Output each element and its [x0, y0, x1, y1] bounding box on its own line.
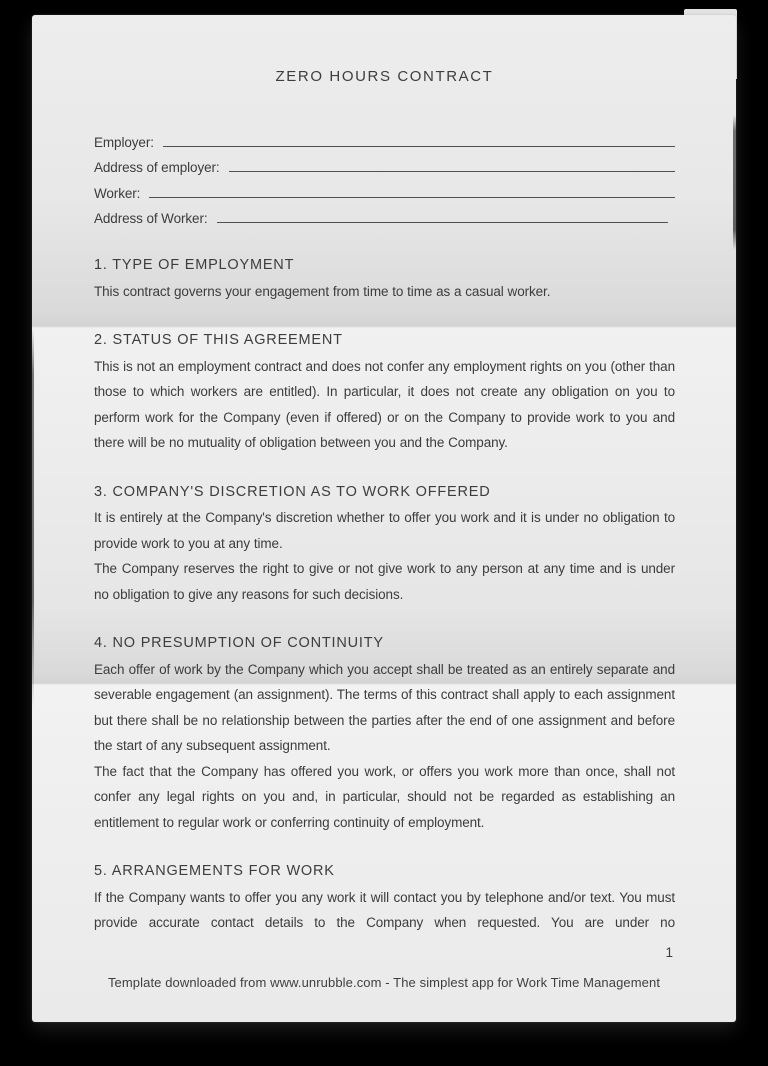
- field-row-employer-address: [94, 153, 675, 179]
- field-underline-employer-address: [229, 171, 675, 172]
- field-row-worker-address: [94, 204, 675, 230]
- field-underline-worker-address: [217, 222, 669, 223]
- field-label-employer-address: Address of employer:: [94, 160, 220, 175]
- section-paragraph: Each offer of work by the Company which you accept shall be treated as an entirely separate and severable engagement (an assignment). The terms of this contract shall apply to each assignment but there shall be no relationship between the parties after the end of one assignment and before the start of any subsequent assignment.: [94, 661, 675, 753]
- section-heading: 1. TYPE OF EMPLOYMENT: [94, 257, 295, 273]
- section-heading: 4. NO PRESUMPTION OF CONTINUITY: [94, 635, 384, 651]
- section-heading: 5. ARRANGEMENTS FOR WORK: [94, 863, 335, 879]
- section-paragraph: This contract governs your engagement from time to time as a casual worker.: [94, 283, 551, 299]
- section-type-of-employment: [94, 253, 675, 304]
- field-row-worker: [94, 178, 675, 204]
- right-edge-shadow: [733, 115, 736, 250]
- contract-page: [32, 15, 736, 1022]
- section-heading: 2. STATUS OF THIS AGREEMENT: [94, 332, 343, 348]
- party-details-form: [94, 127, 675, 229]
- field-underline-worker: [149, 197, 675, 198]
- left-fold-shadow: [32, 328, 34, 708]
- section-paragraph: The Company reserves the right to give or not give work to any person at any time and is under no obligation to give any reasons for such decisions.: [94, 561, 675, 602]
- section-company-discretion: [94, 480, 675, 608]
- field-underline-employer: [163, 146, 675, 147]
- section-paragraph: This is not an employment contract and does not confer any employment rights on you (other than those to which workers are entitled). In particular, it does not create any obligation on you to perform work for the Company (even if offered) or on the Company to provide work to you and there will be no mutuality of obligation between you and the Company.: [94, 358, 675, 450]
- section-arrangements-for-work: [94, 859, 675, 936]
- section-paragraph: It is entirely at the Company's discretion whether to offer you work and it is under no obligation to provide work to you at any time.: [94, 510, 675, 551]
- section-paragraph: If the Company wants to offer you any work it will contact you by telephone and/or text. You must provide accurate contact details to the Company when requested. You are under no: [94, 889, 675, 930]
- page-title: ZERO HOURS CONTRACT: [275, 68, 494, 85]
- section-no-presumption-of-continuity: [94, 631, 675, 835]
- field-label-worker: Worker:: [94, 185, 141, 201]
- footer-note: Template downloaded from www.unrubble.com - The simplest app for Work Time Management: [107, 975, 661, 990]
- section-status-of-agreement: [94, 328, 675, 456]
- section-heading: 3. COMPANY'S DISCRETION AS TO WORK OFFERED: [94, 483, 491, 500]
- field-label-employer: Employer:: [94, 134, 154, 150]
- page-number: 1: [665, 945, 673, 960]
- field-label-worker-address: Address of Worker:: [94, 211, 208, 226]
- field-row-employer: [94, 127, 675, 153]
- section-paragraph: The fact that the Company has offered you work, or offers you work more than once, shall not confer any legal rights on you and, in particular, should not be regarded as establishing an entitlement to regular work or conferring continuity of employment.: [94, 763, 675, 830]
